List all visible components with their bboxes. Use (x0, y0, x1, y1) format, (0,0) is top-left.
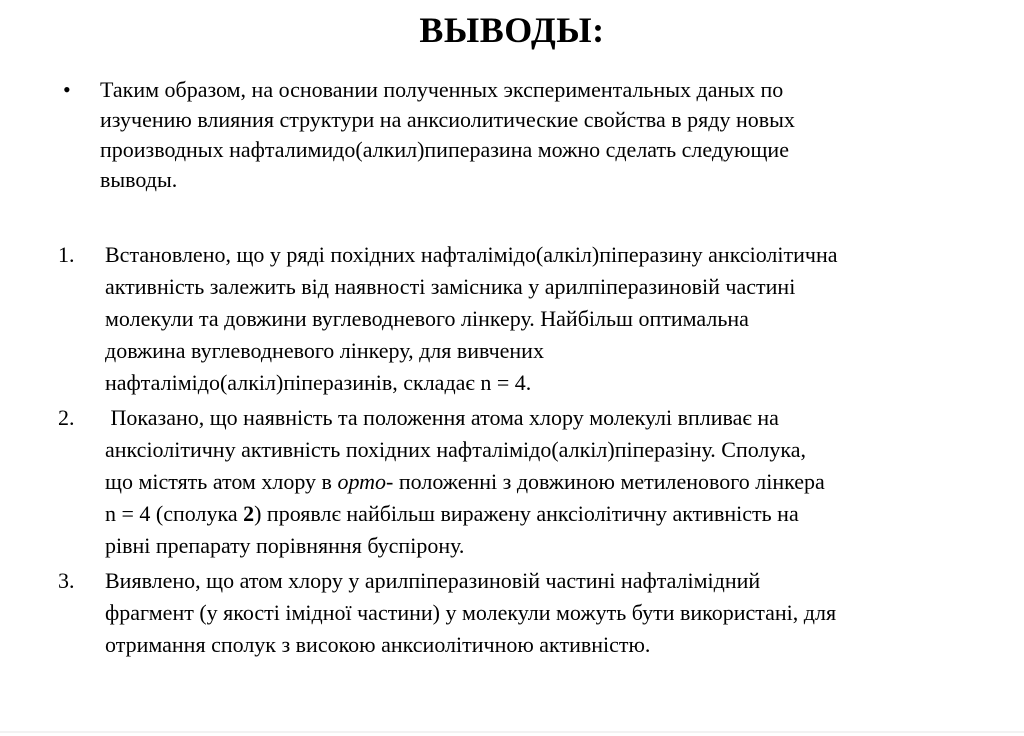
item-number: 1. (58, 242, 75, 267)
text-line: активність залежить від наявності замісника у арилпіперазиновій частині (105, 274, 796, 299)
slide-title: ВЫВОДЫ: (419, 10, 605, 50)
intro-lines (100, 75, 994, 195)
text-line: довжина вуглеводневого лінкеру, для вивчених (105, 338, 544, 363)
text-line: анксіолітичну активність похідних нафталімідо(алкіл)піперазіну. Сполука, (105, 437, 807, 462)
conclusion-item-3 (58, 565, 994, 661)
conclusion-item-2 (58, 402, 994, 562)
text-line: выводы. (100, 167, 178, 192)
text-line: изучению влияния структури на анксиолитические свойства в ряду новых (100, 107, 795, 132)
conclusion-3-lines (105, 565, 994, 661)
item-number: 3. (58, 568, 75, 593)
text-line: рівні препарату порівняння буспірону. (105, 533, 465, 558)
conclusion-2-lines (105, 402, 994, 562)
text-line: отримання сполук з високою анксиолітичною активністю. (105, 632, 651, 657)
conclusion-1-lines (105, 239, 994, 399)
text-line: що містять атом хлору в орто- положенні з довжиною метиленового лінкера (105, 469, 825, 494)
text-line: Показано, що наявність та положення атома хлору молекулі впливає на (105, 405, 779, 430)
text-line: n = 4 (сполука 2) проявлє найбільш виражену анксіолітичну активність на (105, 501, 799, 526)
text-line: Встановлено, що у ряді похідних нафталімідо(алкіл)піперазину анксіолітична (105, 242, 838, 267)
text-line: Таким образом, на основании полученных экспериментальных даных по (100, 77, 784, 102)
conclusion-item-1 (58, 239, 994, 399)
intro-paragraph (58, 75, 994, 195)
slide-bottom-edge-line (0, 731, 1024, 733)
text-line: производных нафталимидо(алкил)пиперазина можно сделать следующие (100, 137, 789, 162)
slide-content (0, 75, 1024, 661)
text-line: фрагмент (у якості імідної частини) у молекули можуть бути використані, для (105, 600, 837, 625)
bullet-marker: • (63, 77, 71, 102)
text-line: Виявлено, що атом хлору у арилпіперазиновій частині нафталімідний (105, 568, 761, 593)
text-line: молекули та довжини вуглеводневого лінкеру. Найбільш оптимальна (105, 306, 749, 331)
item-number: 2. (58, 405, 75, 430)
text-line: нафталімідо(алкіл)піперазинів, складає n = 4. (105, 370, 532, 395)
